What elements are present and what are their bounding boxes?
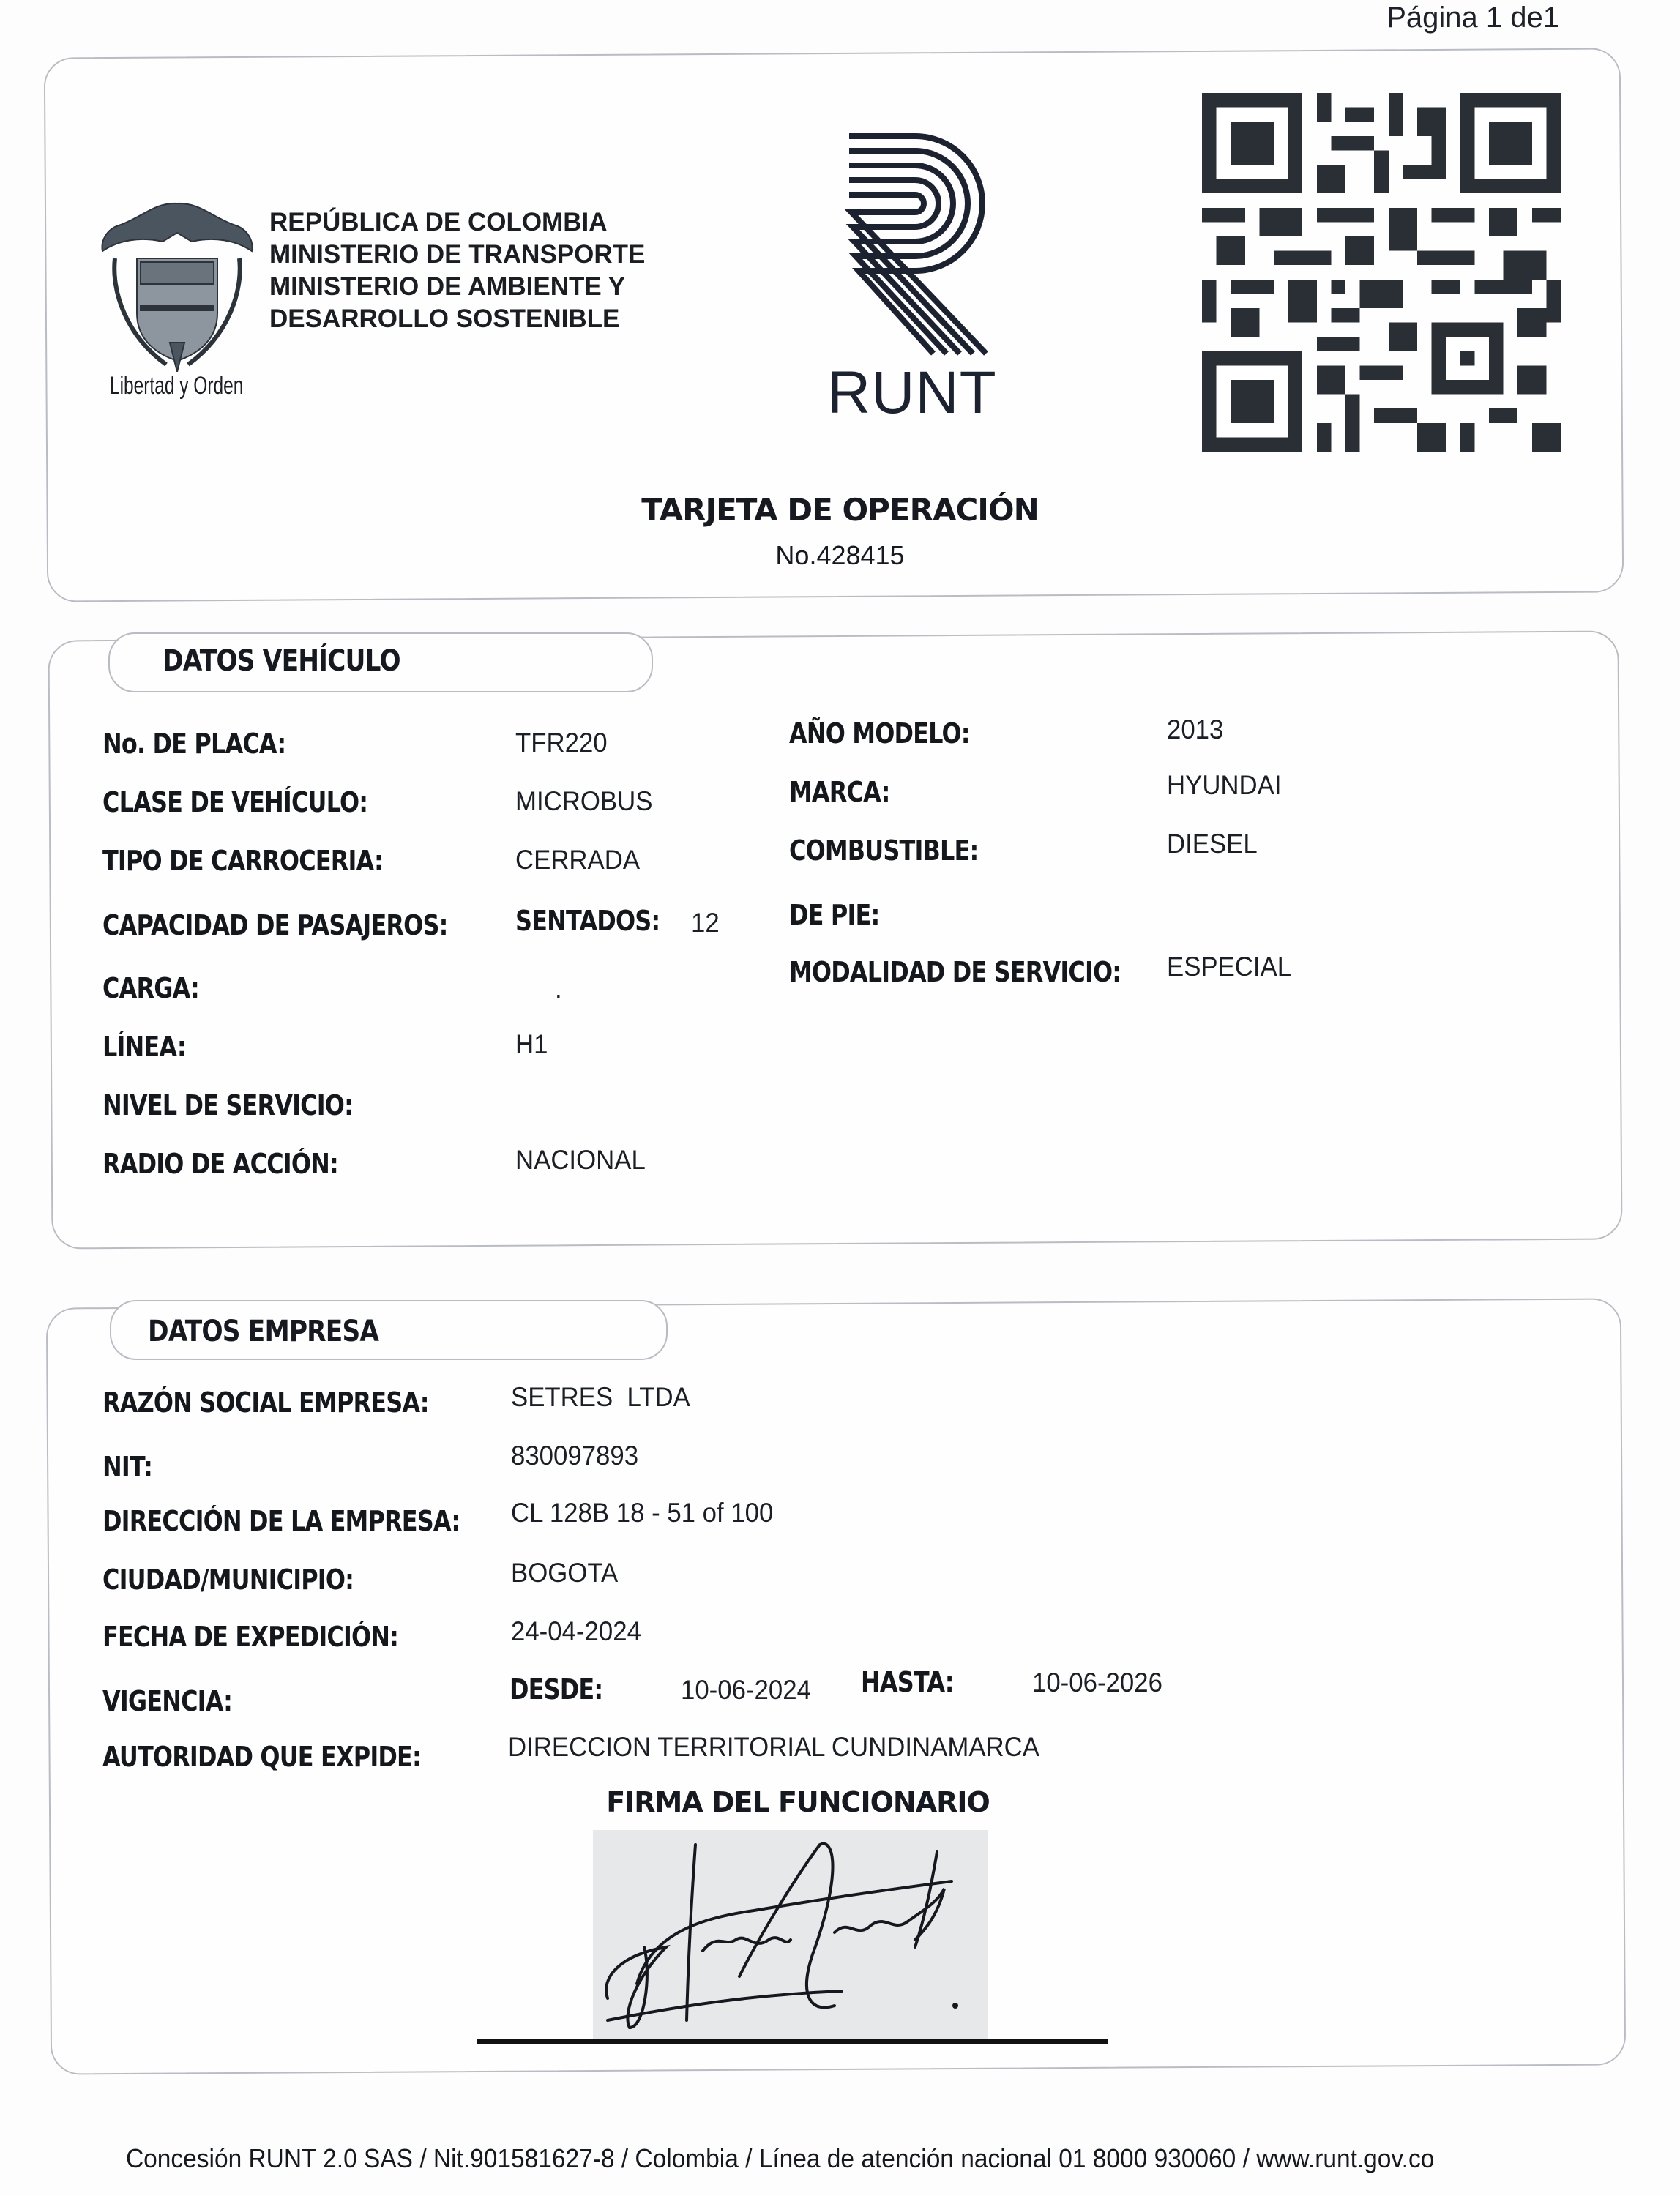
field-label: VIGENCIA: (102, 1685, 233, 1717)
document-number: No.428415 (775, 540, 905, 570)
field-label: CAPACIDAD DE PASAJEROS: (102, 909, 448, 941)
runt-logo-text: RUNT (827, 359, 997, 426)
action-radius: NACIONAL (515, 1145, 646, 1175)
field-label: CLASE DE VEHÍCULO: (102, 786, 368, 818)
field-label: MARCA: (789, 776, 890, 808)
company-city: BOGOTA (511, 1558, 619, 1588)
service-modality: ESPECIAL (1167, 952, 1292, 982)
brand: HYUNDAI (1167, 770, 1282, 800)
field-label: RAZÓN SOCIAL EMPRESA: (102, 1386, 429, 1419)
footer-contact: Concesión RUNT 2.0 SAS / Nit.901581627-8 / Colombia / Línea de atención nacional 01 8000 930060 / www.runt.gov.co (126, 2143, 1435, 2173)
issuing-ministries (269, 206, 645, 335)
ministry-line: REPÚBLICA DE COLOMBIA (269, 208, 608, 236)
field-label: CIUDAD/MUNICIPIO: (102, 1564, 354, 1596)
ministry-line: DESARROLLO SOSTENIBLE (269, 305, 620, 333)
validity-from-date: 10-06-2024 (681, 1675, 811, 1705)
company-address: CL 128B 18 - 51 of 100 (511, 1498, 774, 1528)
ministry-line: MINISTERIO DE TRANSPORTE (269, 240, 646, 269)
plate-number: TFR220 (515, 728, 608, 758)
field-label: TIPO DE CARROCERIA: (102, 845, 383, 877)
document-title: TARJETA DE OPERACIÓN (641, 492, 1039, 528)
field-label: COMBUSTIBLE: (789, 834, 979, 867)
vehicle-line: H1 (515, 1029, 548, 1059)
vehicle-section-title: DATOS VEHÍCULO (163, 644, 400, 678)
field-label: LÍNEA: (102, 1031, 186, 1063)
signature-title: FIRMA DEL FUNCIONARIO (606, 1786, 990, 1818)
qr-code-icon (1202, 89, 1561, 455)
field-label: No. DE PLACA: (102, 728, 286, 760)
company-name: SETRES LTDA (511, 1382, 690, 1412)
validity-from-label: DESDE: (509, 1673, 603, 1706)
field-label: AUTORIDAD QUE EXPIDE: (102, 1741, 421, 1773)
vehicle-class: MICROBUS (515, 786, 653, 816)
fuel-type: DIESEL (1167, 829, 1258, 859)
ministry-line: MINISTERIO DE AMBIENTE Y (269, 272, 626, 301)
issue-date: 24-04-2024 (511, 1616, 641, 1646)
page-number: Página 1 de1 (1386, 1, 1559, 34)
signature-line (477, 2039, 1108, 2044)
field-label: FECHA DE EXPEDICIÓN: (102, 1621, 399, 1653)
body-type: CERRADA (515, 845, 641, 875)
field-label: RADIO DE ACCIÓN: (102, 1148, 338, 1180)
field-label: CARGA: (102, 972, 199, 1004)
runt-logo-icon (845, 130, 999, 357)
seated-capacity: 12 (691, 908, 720, 938)
validity-to-date: 10-06-2026 (1032, 1667, 1162, 1698)
model-year: 2013 (1167, 714, 1224, 744)
field-label: NIVEL DE SERVICIO: (102, 1089, 354, 1121)
field-label: MODALIDAD DE SERVICIO: (789, 956, 1121, 988)
field-label: NIT: (102, 1451, 153, 1483)
validity-to-label: HASTA: (861, 1666, 954, 1698)
company-nit: 830097893 (511, 1441, 639, 1471)
field-label: DE PIE: (789, 899, 880, 931)
seated-sublabel: SENTADOS: (515, 905, 660, 937)
coat-of-arms-icon (97, 196, 258, 372)
issuing-authority: DIRECCION TERRITORIAL CUNDINAMARCA (508, 1732, 1039, 1762)
company-section-title: DATOS EMPRESA (148, 1315, 379, 1348)
field-label: DIRECCIÓN DE LA EMPRESA: (102, 1505, 460, 1537)
handwritten-signature-icon (593, 1830, 988, 2039)
cargo-value: . (555, 974, 562, 1004)
coat-of-arms-motto: Libertad y Orden (110, 372, 244, 400)
field-label: AÑO MODELO: (789, 717, 970, 750)
